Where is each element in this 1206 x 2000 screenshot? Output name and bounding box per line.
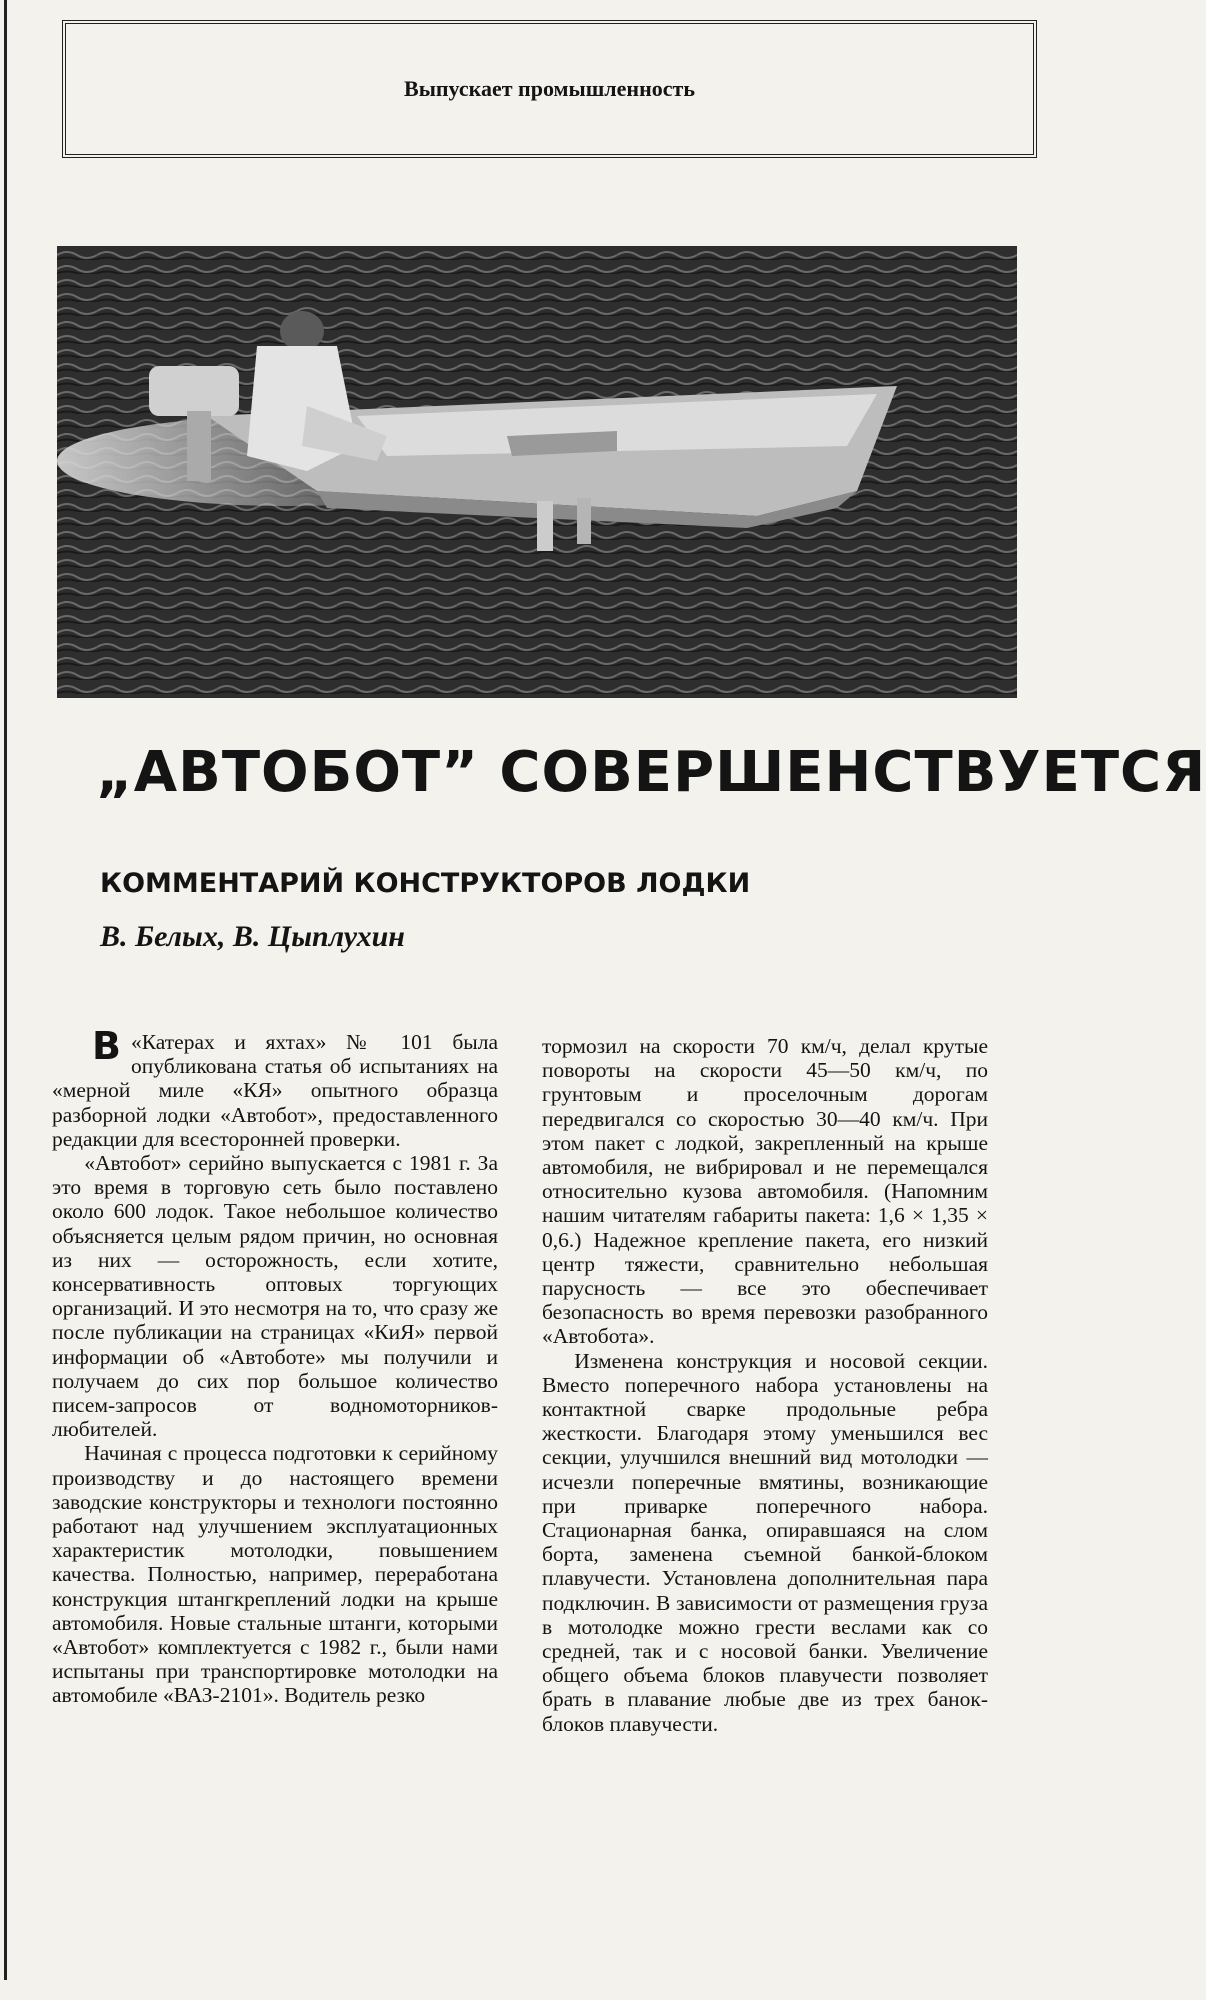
page-edge-rule: [4, 0, 7, 1980]
motorboat-photo: [57, 246, 1017, 698]
paragraph-5: Изменена конструкция и носовой секции. Вместо поперечного набора установлены на контактной сварке продольные ребра жесткости. Благодаря этому уменьшился вес секции, улучшился внешний вид мотолодки — исчезли поперечные вмятины, возникающие при приварке поперечного набора. Стационарная банка, опиравшаяся на слом борта, заменена съемной банкой-блоком плавучести. Установлена дополнительная пара подключин. В зависимости от размещения груза в мотолодке можно грести веслами как со средней, так и с носовой банки. Увеличение общего объема блоков плавучести позволяет брать в плавание любые две из трех банок-блоков плавучести.: [542, 1348, 988, 1736]
article-title: „АВТОБОТ” СОВЕРШЕНСТВУЕТСЯ: [96, 740, 1206, 805]
drop-cap: В: [92, 1024, 121, 1068]
article-authors: В. Белых, В. Цыплухин: [100, 920, 405, 953]
boat-on-water-illustration: [57, 246, 1017, 698]
section-header-box: [62, 20, 1037, 158]
paragraph-1-text: «Катерах и яхтах» № 101 была опубликована статья об испытаниях на «мерной миле «КЯ» опытного образца разборной лодки «Автобот», предоставленного редакции для всесторонней проверки.: [52, 1030, 498, 1151]
section-label: Выпускает промышленность: [404, 76, 695, 101]
paragraph-3: Начиная с процесса подготовки к серийному производству и до настоящего времени заводские конструкторы и технологи постоянно работают над улучшением эксплуатационных характеристик мотолодки, повышением качества. Полностью, например, переработана конструкция штангкреплений лодки на крыше автомобиля. Новые стальные штанги, которыми «Автобот» комплектуется с 1982 г., были нами испытаны при транспортировке мотолодки на автомобиле «ВАЗ-2101». Водитель резко: [52, 1441, 498, 1708]
paragraph-2: «Автобот» серийно выпускается с 1981 г. За это время в торговую сеть было поставлено около 600 лодок. Такое небольшое количество объясняется целым рядом причин, но основная из них — осторожность, если хотите, консервативность оптовых торгующих организаций. И это несмотря на то, что сразу же после публикации на страницах «КиЯ» первой информации об «Автоботе» мы получили и получаем до сих пор большое количество писем-запросов от водномоторников-любителей.: [52, 1151, 498, 1442]
text-column-left: [52, 1024, 498, 1708]
article-subtitle: КОММЕНТАРИЙ КОНСТРУКТОРОВ ЛОДКИ: [100, 868, 751, 899]
paragraph-1: [52, 1024, 498, 1151]
text-column-right: [542, 1034, 988, 1736]
paragraph-4: тормозил на скорости 70 км/ч, делал крутые повороты на скорости 45—50 км/ч, по грунтовым и проселочным дорогам передвигался со скоростью 30—40 км/ч. При этом пакет с лодкой, закрепленный на крыше автомобиля, не вибрировал и не перемещался относительно кузова автомобиля. (Напомним нашим читателям габариты пакета: 1,6 × 1,35 × 0,6.) Надежное крепление пакета, его низкий центр тяжести, сравнительно небольшая парусность — все это обеспечивает безопасность во время перевозки разобранного «Автобота».: [542, 1034, 988, 1349]
